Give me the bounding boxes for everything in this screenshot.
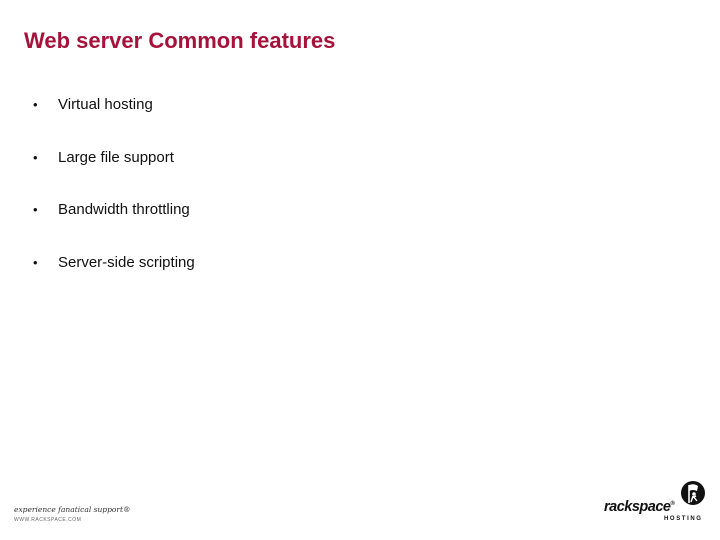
footer-tagline: experience fanatical support® — [14, 505, 131, 514]
logo-wordmark — [604, 499, 674, 515]
bullet-list — [33, 96, 195, 306]
bullet-text: Bandwidth throttling — [58, 201, 190, 218]
logo-registered-mark: ® — [670, 501, 675, 508]
bullet-text: Virtual hosting — [58, 96, 153, 113]
logo-wordmark-text: rackspace — [604, 499, 671, 515]
footer-tagline-block — [14, 505, 144, 523]
logo-subtext: HOSTING — [664, 516, 703, 522]
bullet-text: Large file support — [58, 148, 174, 166]
bullet-marker: • — [33, 202, 38, 217]
rackspace-logo — [604, 480, 708, 526]
bullet-item — [33, 149, 195, 202]
rackspace-flag-figure-icon — [680, 480, 706, 508]
footer-website: WWW.RACKSPACE.COM — [14, 517, 82, 523]
bullet-marker: • — [33, 149, 38, 165]
bullet-marker: • — [33, 97, 38, 112]
bullet-item — [33, 254, 195, 307]
bullet-item — [33, 96, 195, 149]
slide-title: Web server Common features — [24, 28, 336, 53]
bullet-marker: • — [33, 254, 38, 270]
bullet-text: Server-side scripting — [58, 253, 195, 271]
bullet-item — [33, 201, 195, 254]
